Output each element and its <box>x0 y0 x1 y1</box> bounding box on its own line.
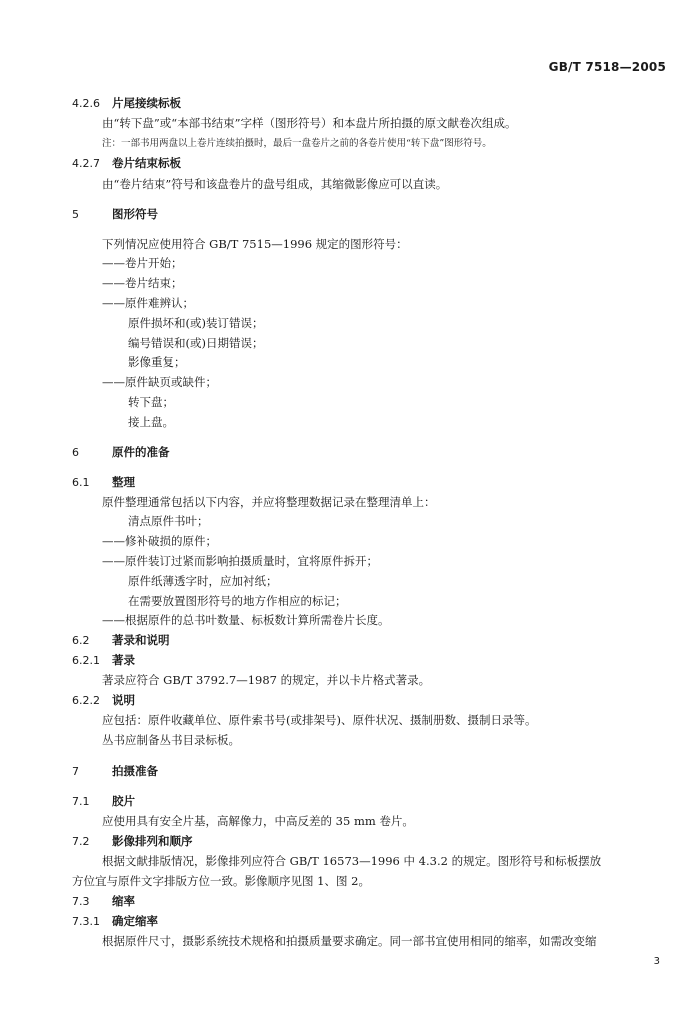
list-item: 转下盘； <box>128 395 174 409</box>
section-4-2-6-heading <box>72 96 181 111</box>
list-item: ——根据原件的总书叶数量、标板数计算所需卷片长度。 <box>102 613 390 627</box>
list-item: 原件纸薄透字时，应加衬纸； <box>128 574 278 588</box>
paragraph: 下列情况应使用符合 GB/T 7515—1996 规定的图形符号： <box>102 237 408 251</box>
list-item: ——原件难辨认； <box>102 296 194 310</box>
section-number: 4.2.7 <box>72 157 100 170</box>
section-title: 说明 <box>112 693 135 707</box>
section-6-2-1-heading <box>72 653 135 668</box>
section-7-2-heading <box>72 834 193 849</box>
paragraph: 应包括：原件收藏单位、原件索书号(或排架号)、原件状况、摄制册数、摄制日录等。 <box>102 713 537 727</box>
section-number: 6.1 <box>72 476 90 489</box>
list-item: ——原件缺页或缺件； <box>102 375 217 389</box>
section-5-heading <box>72 207 158 222</box>
section-6-heading <box>72 445 170 460</box>
list-item: ——原件装订过紧而影响拍摄质量时，宜将原件拆开； <box>102 554 378 568</box>
list-item: 接上盘。 <box>128 415 174 429</box>
list-item: ——修补破损的原件； <box>102 534 217 548</box>
section-6-2-2-heading <box>72 693 135 708</box>
paragraph: 原件整理通常包括以下内容，并应将整理数据记录在整理清单上： <box>102 495 436 509</box>
list-item: 清点原件书叶； <box>128 514 209 528</box>
section-title: 整理 <box>112 475 135 489</box>
section-number: 4.2.6 <box>72 97 100 110</box>
section-number: 7 <box>72 765 79 778</box>
section-7-1-heading <box>72 794 135 809</box>
paragraph: 方位宜与原件文字排版方位一致。影像顺序见图 1、图 2。 <box>72 874 370 888</box>
section-7-heading <box>72 764 158 779</box>
list-item: ——卷片开始； <box>102 256 183 270</box>
section-4-2-7-heading <box>72 156 181 171</box>
section-title: 著录 <box>112 653 135 667</box>
section-number: 7.1 <box>72 795 90 808</box>
section-title: 确定缩率 <box>112 914 158 928</box>
section-number: 5 <box>72 208 79 221</box>
paragraph: 应使用具有安全片基，高解像力，中高反差的 35 mm 卷片。 <box>102 814 414 828</box>
list-item: 编号错误和(或)日期错误； <box>128 336 264 350</box>
section-title: 片尾接续标板 <box>112 96 181 110</box>
section-6-1-heading <box>72 475 135 490</box>
section-title: 原件的准备 <box>112 445 170 459</box>
section-number: 7.3.1 <box>72 915 100 928</box>
section-6-2-heading <box>72 633 170 648</box>
section-title: 缩率 <box>112 894 135 908</box>
paragraph: 著录应符合 GB/T 3792.7—1987 的规定，并以卡片格式著录。 <box>102 673 431 687</box>
section-7-3-1-heading <box>72 914 158 929</box>
section-title: 卷片结束标板 <box>112 156 181 170</box>
list-item: 在需要放置图形符号的地方作相应的标记； <box>128 594 347 608</box>
section-number: 7.3 <box>72 895 90 908</box>
section-title: 拍摄准备 <box>112 764 158 778</box>
section-number: 7.2 <box>72 835 90 848</box>
section-title: 影像排列和顺序 <box>112 834 193 848</box>
section-7-3-heading <box>72 894 135 909</box>
list-item: 原件损坏和(或)装订错误； <box>128 316 264 330</box>
list-item: 影像重复； <box>128 355 186 369</box>
section-number: 6 <box>72 446 79 459</box>
note: 注：一部书用两盘以上卷片连续拍摄时，最后一盘卷片之前的各卷片使用“转下盘”图形符号。 <box>102 138 492 149</box>
section-number: 6.2.1 <box>72 654 100 667</box>
standard-number-header: GB/T 7518—2005 <box>548 60 666 74</box>
paragraph: 根据文献排版情况，影像排列应符合 GB/T 16573—1996 中 4.3.2 的规定。图形符号和标板摆放 <box>102 854 602 868</box>
section-number: 6.2 <box>72 634 90 647</box>
section-title: 著录和说明 <box>112 633 170 647</box>
section-number: 6.2.2 <box>72 694 100 707</box>
paragraph: 丛书应制备丛书目录标板。 <box>102 733 240 747</box>
page-number: 3 <box>653 956 660 967</box>
paragraph: 根据原件尺寸，摄影系统技术规格和拍摄质量要求确定。同一部书宜使用相同的缩率，如需改变缩 <box>102 934 597 948</box>
section-title: 胶片 <box>112 794 135 808</box>
section-title: 图形符号 <box>112 207 158 221</box>
paragraph: 由“卷片结束”符号和该盘卷片的盘号组成，其缩微影像应可以直读。 <box>102 177 448 191</box>
paragraph: 由“转下盘”或“本部书结束”字样（图形符号）和本盘片所拍摄的原文献卷次组成。 <box>102 116 517 130</box>
list-item: ——卷片结束； <box>102 276 183 290</box>
